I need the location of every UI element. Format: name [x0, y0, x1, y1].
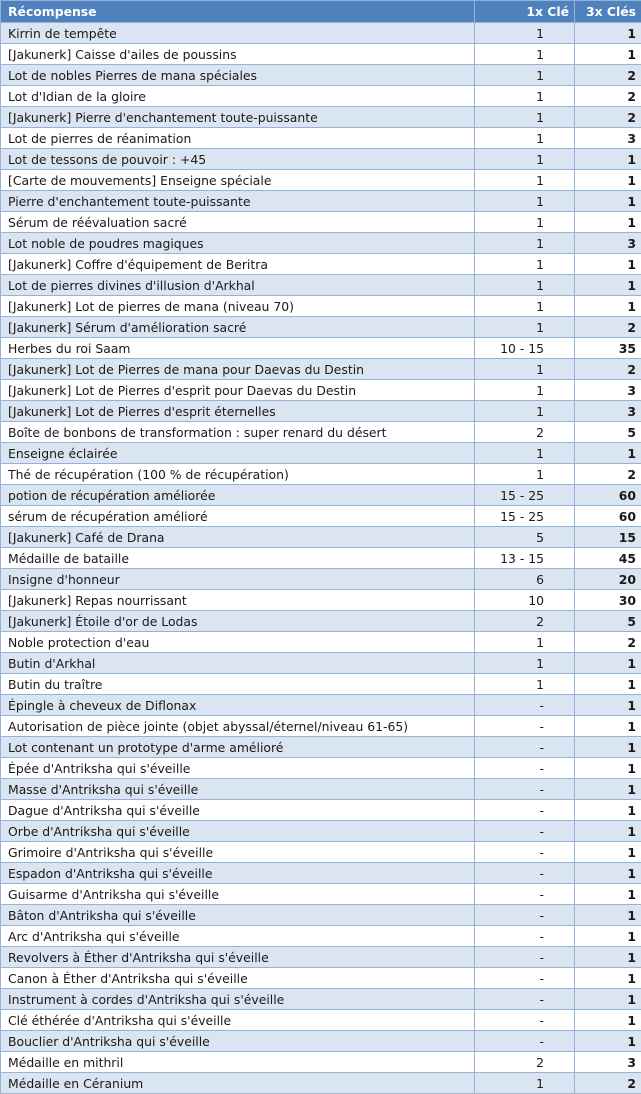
three-keys-quantity-cell: 1: [575, 695, 641, 716]
reward-name-cell: Bâton d'Antriksha qui s'éveille: [1, 905, 475, 926]
one-key-quantity-cell: 1: [475, 1073, 575, 1094]
one-key-quantity-cell: -: [475, 695, 575, 716]
reward-name-cell: Pierre d'enchantement toute-puissante: [1, 191, 475, 212]
table-row: [1, 443, 641, 464]
table-row: [1, 527, 641, 548]
three-keys-quantity-cell: 1: [575, 737, 641, 758]
reward-name-cell: Lot de pierres divines d'illusion d'Arkhal: [1, 275, 475, 296]
three-keys-quantity-cell: 1: [575, 254, 641, 275]
three-keys-quantity-cell: 3: [575, 401, 641, 422]
reward-name-cell: Sérum de réévaluation sacré: [1, 212, 475, 233]
one-key-quantity-cell: 2: [475, 611, 575, 632]
reward-name-cell: Autorisation de pièce jointe (objet abyssal/éternel/niveau 61-65): [1, 716, 475, 737]
table-row: [1, 359, 641, 380]
table-row: [1, 506, 641, 527]
three-keys-quantity-cell: 1: [575, 968, 641, 989]
table-row: [1, 170, 641, 191]
reward-name-cell: [Jakunerk] Coffre d'équipement de Beritra: [1, 254, 475, 275]
table-row: [1, 632, 641, 653]
table-row: [1, 212, 641, 233]
table-row: [1, 821, 641, 842]
three-keys-quantity-cell: 5: [575, 611, 641, 632]
table-row: [1, 485, 641, 506]
one-key-quantity-cell: 1: [475, 65, 575, 86]
table-row: [1, 863, 641, 884]
reward-name-cell: Guisarme d'Antriksha qui s'éveille: [1, 884, 475, 905]
three-keys-quantity-cell: 35: [575, 338, 641, 359]
one-key-quantity-cell: -: [475, 779, 575, 800]
one-key-quantity-cell: -: [475, 800, 575, 821]
table-row: [1, 905, 641, 926]
reward-name-cell: Revolvers à Éther d'Antriksha qui s'éveille: [1, 947, 475, 968]
reward-name-cell: Médaille en Céranium: [1, 1073, 475, 1094]
table-row: [1, 779, 641, 800]
three-keys-quantity-cell: 1: [575, 23, 641, 44]
one-key-quantity-cell: 15 - 25: [475, 485, 575, 506]
reward-name-cell: Arc d'Antriksha qui s'éveille: [1, 926, 475, 947]
three-keys-quantity-cell: 2: [575, 359, 641, 380]
table-row: [1, 317, 641, 338]
one-key-quantity-cell: -: [475, 1010, 575, 1031]
reward-name-cell: Bouclier d'Antriksha qui s'éveille: [1, 1031, 475, 1052]
one-key-quantity-cell: 1: [475, 44, 575, 65]
table-row: [1, 380, 641, 401]
table-row: [1, 1031, 641, 1052]
one-key-quantity-cell: 1: [475, 254, 575, 275]
three-keys-quantity-cell: 2: [575, 86, 641, 107]
three-keys-quantity-cell: 2: [575, 632, 641, 653]
table-row: [1, 1052, 641, 1073]
reward-name-cell: Butin du traître: [1, 674, 475, 695]
reward-name-cell: [Jakunerk] Repas nourrissant: [1, 590, 475, 611]
reward-name-cell: Grimoire d'Antriksha qui s'éveille: [1, 842, 475, 863]
one-key-quantity-cell: 1: [475, 191, 575, 212]
three-keys-quantity-cell: 3: [575, 380, 641, 401]
table-row: [1, 401, 641, 422]
table-row: [1, 464, 641, 485]
one-key-quantity-cell: 1: [475, 674, 575, 695]
three-keys-quantity-cell: 1: [575, 653, 641, 674]
three-keys-quantity-cell: 1: [575, 800, 641, 821]
table-row: [1, 569, 641, 590]
table-row: [1, 968, 641, 989]
table-row: [1, 1073, 641, 1094]
one-key-quantity-cell: -: [475, 905, 575, 926]
reward-name-cell: Canon à Éther d'Antriksha qui s'éveille: [1, 968, 475, 989]
reward-name-cell: [Jakunerk] Étoile d'or de Lodas: [1, 611, 475, 632]
table-row: [1, 23, 641, 44]
table-row: [1, 44, 641, 65]
table-row: [1, 737, 641, 758]
reward-name-cell: Médaille en mithril: [1, 1052, 475, 1073]
three-keys-quantity-cell: 1: [575, 1031, 641, 1052]
one-key-quantity-cell: -: [475, 989, 575, 1010]
column-header-reward: Récompense: [1, 1, 475, 23]
reward-name-cell: [Jakunerk] Lot de Pierres d'esprit pour Daevas du Destin: [1, 380, 475, 401]
one-key-quantity-cell: 1: [475, 212, 575, 233]
reward-name-cell: Enseigne éclairée: [1, 443, 475, 464]
one-key-quantity-cell: 1: [475, 107, 575, 128]
one-key-quantity-cell: 1: [475, 317, 575, 338]
one-key-quantity-cell: 1: [475, 632, 575, 653]
one-key-quantity-cell: 1: [475, 86, 575, 107]
three-keys-quantity-cell: 3: [575, 1052, 641, 1073]
three-keys-quantity-cell: 15: [575, 527, 641, 548]
three-keys-quantity-cell: 20: [575, 569, 641, 590]
three-keys-quantity-cell: 1: [575, 947, 641, 968]
one-key-quantity-cell: 1: [475, 296, 575, 317]
table-row: [1, 842, 641, 863]
three-keys-quantity-cell: 1: [575, 443, 641, 464]
three-keys-quantity-cell: 1: [575, 926, 641, 947]
reward-name-cell: Noble protection d'eau: [1, 632, 475, 653]
three-keys-quantity-cell: 1: [575, 275, 641, 296]
table-row: [1, 989, 641, 1010]
three-keys-quantity-cell: 1: [575, 149, 641, 170]
one-key-quantity-cell: -: [475, 863, 575, 884]
reward-name-cell: Lot de tessons de pouvoir : +45: [1, 149, 475, 170]
column-header-three-keys: 3x Clés: [575, 1, 641, 23]
table-body: [1, 23, 641, 1094]
reward-name-cell: Instrument à cordes d'Antriksha qui s'éveille: [1, 989, 475, 1010]
three-keys-quantity-cell: 2: [575, 107, 641, 128]
three-keys-quantity-cell: 1: [575, 758, 641, 779]
table-row: [1, 653, 641, 674]
reward-name-cell: Espadon d'Antriksha qui s'éveille: [1, 863, 475, 884]
reward-name-cell: Dague d'Antriksha qui s'éveille: [1, 800, 475, 821]
reward-name-cell: Boîte de bonbons de transformation : super renard du désert: [1, 422, 475, 443]
one-key-quantity-cell: 1: [475, 401, 575, 422]
one-key-quantity-cell: -: [475, 821, 575, 842]
three-keys-quantity-cell: 1: [575, 212, 641, 233]
column-header-one-key: 1x Clé: [475, 1, 575, 23]
table-row: [1, 233, 641, 254]
three-keys-quantity-cell: 1: [575, 779, 641, 800]
table-row: [1, 149, 641, 170]
table-row: [1, 128, 641, 149]
reward-name-cell: Insigne d'honneur: [1, 569, 475, 590]
reward-name-cell: Lot noble de poudres magiques: [1, 233, 475, 254]
table-row: [1, 674, 641, 695]
table-row: [1, 590, 641, 611]
one-key-quantity-cell: 1: [475, 128, 575, 149]
reward-name-cell: sérum de récupération amélioré: [1, 506, 475, 527]
reward-name-cell: [Jakunerk] Café de Drana: [1, 527, 475, 548]
one-key-quantity-cell: 5: [475, 527, 575, 548]
three-keys-quantity-cell: 1: [575, 884, 641, 905]
one-key-quantity-cell: -: [475, 1031, 575, 1052]
reward-name-cell: Lot de pierres de réanimation: [1, 128, 475, 149]
table-row: [1, 254, 641, 275]
three-keys-quantity-cell: 2: [575, 464, 641, 485]
three-keys-quantity-cell: 3: [575, 233, 641, 254]
three-keys-quantity-cell: 1: [575, 674, 641, 695]
table-row: [1, 716, 641, 737]
reward-name-cell: Butin d'Arkhal: [1, 653, 475, 674]
reward-name-cell: Clé éthérée d'Antriksha qui s'éveille: [1, 1010, 475, 1031]
one-key-quantity-cell: -: [475, 758, 575, 779]
reward-name-cell: Orbe d'Antriksha qui s'éveille: [1, 821, 475, 842]
three-keys-quantity-cell: 1: [575, 989, 641, 1010]
three-keys-quantity-cell: 1: [575, 821, 641, 842]
three-keys-quantity-cell: 2: [575, 65, 641, 86]
reward-name-cell: [Jakunerk] Lot de pierres de mana (niveau 70): [1, 296, 475, 317]
one-key-quantity-cell: 13 - 15: [475, 548, 575, 569]
one-key-quantity-cell: 1: [475, 443, 575, 464]
one-key-quantity-cell: 1: [475, 23, 575, 44]
reward-name-cell: Lot contenant un prototype d'arme amélioré: [1, 737, 475, 758]
three-keys-quantity-cell: 5: [575, 422, 641, 443]
reward-name-cell: [Jakunerk] Caisse d'ailes de poussins: [1, 44, 475, 65]
three-keys-quantity-cell: 1: [575, 191, 641, 212]
three-keys-quantity-cell: 1: [575, 1010, 641, 1031]
reward-name-cell: [Jakunerk] Sérum d'amélioration sacré: [1, 317, 475, 338]
one-key-quantity-cell: 1: [475, 359, 575, 380]
three-keys-quantity-cell: 60: [575, 506, 641, 527]
table-row: [1, 695, 641, 716]
three-keys-quantity-cell: 2: [575, 1073, 641, 1094]
one-key-quantity-cell: 1: [475, 233, 575, 254]
table-row: [1, 758, 641, 779]
table-row: [1, 65, 641, 86]
one-key-quantity-cell: -: [475, 947, 575, 968]
reward-name-cell: [Jakunerk] Lot de Pierres de mana pour Daevas du Destin: [1, 359, 475, 380]
reward-name-cell: potion de récupération améliorée: [1, 485, 475, 506]
three-keys-quantity-cell: 1: [575, 716, 641, 737]
three-keys-quantity-cell: 1: [575, 863, 641, 884]
reward-name-cell: Lot de nobles Pierres de mana spéciales: [1, 65, 475, 86]
reward-name-cell: Lot d'Idian de la gloire: [1, 86, 475, 107]
table-row: [1, 107, 641, 128]
three-keys-quantity-cell: 1: [575, 44, 641, 65]
one-key-quantity-cell: -: [475, 842, 575, 863]
table-row: [1, 86, 641, 107]
one-key-quantity-cell: -: [475, 716, 575, 737]
table-row: [1, 884, 641, 905]
reward-name-cell: Médaille de bataille: [1, 548, 475, 569]
three-keys-quantity-cell: 3: [575, 128, 641, 149]
table-row: [1, 947, 641, 968]
three-keys-quantity-cell: 1: [575, 296, 641, 317]
table-row: [1, 275, 641, 296]
one-key-quantity-cell: 1: [475, 149, 575, 170]
one-key-quantity-cell: 1: [475, 464, 575, 485]
reward-name-cell: [Jakunerk] Pierre d'enchantement toute-puissante: [1, 107, 475, 128]
reward-name-cell: Kirrin de tempête: [1, 23, 475, 44]
reward-name-cell: Épée d'Antriksha qui s'éveille: [1, 758, 475, 779]
table-row: [1, 296, 641, 317]
one-key-quantity-cell: -: [475, 968, 575, 989]
one-key-quantity-cell: 2: [475, 422, 575, 443]
three-keys-quantity-cell: 30: [575, 590, 641, 611]
one-key-quantity-cell: 2: [475, 1052, 575, 1073]
reward-name-cell: Épingle à cheveux de Diflonax: [1, 695, 475, 716]
reward-name-cell: [Carte de mouvements] Enseigne spéciale: [1, 170, 475, 191]
table-row: [1, 800, 641, 821]
table-row: [1, 191, 641, 212]
table-header-row: [1, 1, 641, 23]
three-keys-quantity-cell: 2: [575, 317, 641, 338]
reward-name-cell: Herbes du roi Saam: [1, 338, 475, 359]
one-key-quantity-cell: 1: [475, 275, 575, 296]
table-row: [1, 611, 641, 632]
reward-name-cell: [Jakunerk] Lot de Pierres d'esprit éternelles: [1, 401, 475, 422]
table-row: [1, 926, 641, 947]
one-key-quantity-cell: -: [475, 737, 575, 758]
one-key-quantity-cell: 6: [475, 569, 575, 590]
three-keys-quantity-cell: 1: [575, 842, 641, 863]
table-row: [1, 1010, 641, 1031]
one-key-quantity-cell: 1: [475, 170, 575, 191]
one-key-quantity-cell: 10 - 15: [475, 338, 575, 359]
one-key-quantity-cell: -: [475, 926, 575, 947]
reward-name-cell: Thé de récupération (100 % de récupération): [1, 464, 475, 485]
three-keys-quantity-cell: 45: [575, 548, 641, 569]
table-row: [1, 338, 641, 359]
one-key-quantity-cell: 10: [475, 590, 575, 611]
one-key-quantity-cell: -: [475, 884, 575, 905]
one-key-quantity-cell: 1: [475, 653, 575, 674]
one-key-quantity-cell: 1: [475, 380, 575, 401]
three-keys-quantity-cell: 1: [575, 170, 641, 191]
three-keys-quantity-cell: 1: [575, 905, 641, 926]
table-row: [1, 548, 641, 569]
one-key-quantity-cell: 15 - 25: [475, 506, 575, 527]
table-row: [1, 422, 641, 443]
reward-name-cell: Masse d'Antriksha qui s'éveille: [1, 779, 475, 800]
three-keys-quantity-cell: 60: [575, 485, 641, 506]
